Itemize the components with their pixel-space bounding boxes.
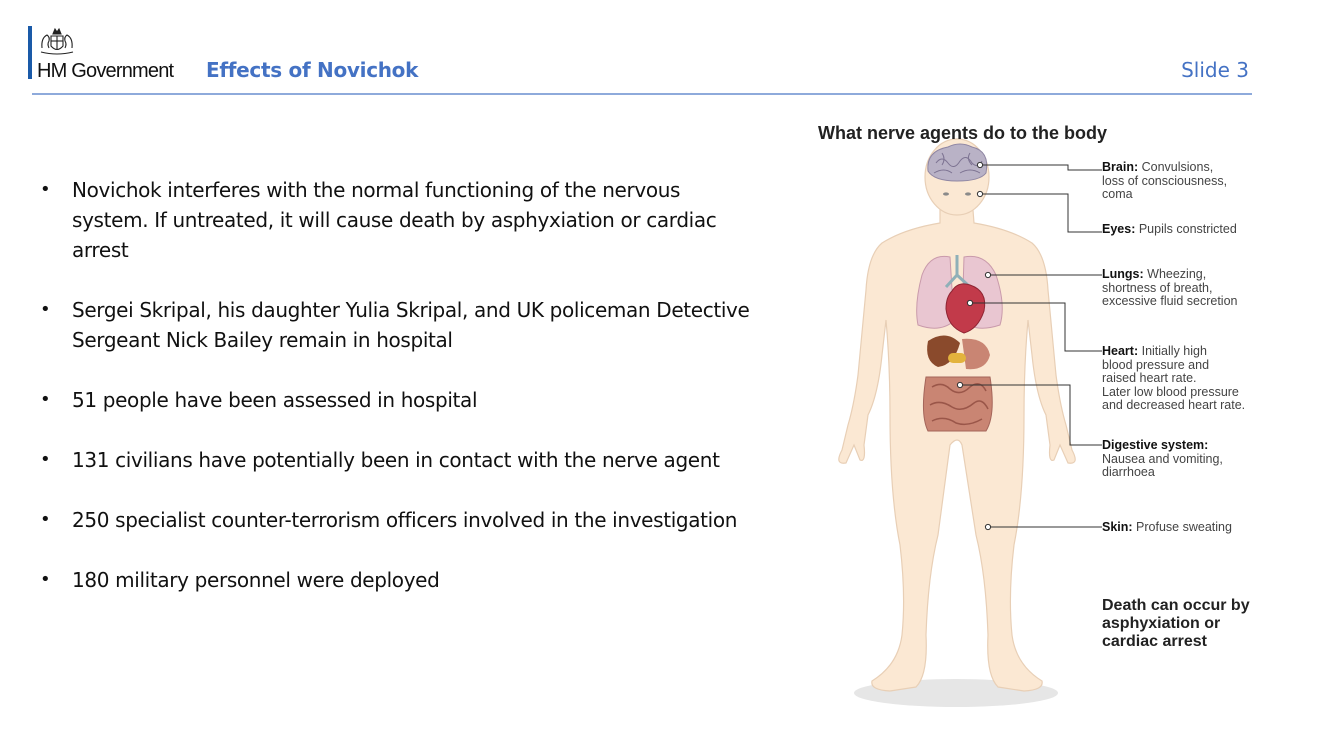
bullet-list (38, 175, 758, 625)
callout-organ: Digestive system: (1102, 438, 1209, 452)
bullet-item (38, 505, 758, 535)
bullet-text: 51 people have been assessed in hospital (72, 388, 478, 412)
figure-title: What nerve agents do to the body (818, 123, 1108, 143)
callout-eyes (1102, 223, 1277, 237)
callout-text: Convulsions, loss of consciousness, coma (1102, 160, 1228, 201)
bullet-item (38, 175, 758, 265)
bullet-text: Novichok interferes with the normal functioning of the nervous system. If untreated, it will cause death by asphyxiation or cardiac arrest (72, 178, 717, 262)
callout-organ: Skin: (1102, 520, 1133, 534)
bullet-icon: • (40, 299, 51, 320)
callout-organ: Eyes: (1102, 222, 1136, 236)
bullet-text: Sergei Skripal, his daughter Yulia Skripal, and UK policeman Detective Sergeant Nick Bailey remain in hospital (72, 298, 750, 352)
callout-text: Initially high blood pressure and raised heart rate. Later low blood pressure and decreased heart rate. (1102, 344, 1246, 412)
callout-brain (1102, 161, 1277, 202)
royal-coat-of-arms-icon (38, 26, 76, 56)
bullet-icon: • (40, 509, 51, 530)
callout-text: Profuse sweating (1136, 520, 1232, 534)
slide-number: Slide 3 (1181, 58, 1249, 82)
slide-title: Effects of Novichok (206, 58, 419, 82)
bullet-text: 131 civilians have potentially been in contact with the nerve agent (72, 448, 720, 472)
nerve-agent-infographic (810, 115, 1280, 725)
bullet-item (38, 295, 758, 355)
death-warning-note: Death can occur by asphyxiation or cardiac arrest (1102, 597, 1250, 650)
callout-digestive-system (1102, 439, 1277, 480)
bullet-icon: • (40, 389, 51, 410)
hm-government-wordmark: HM Government (37, 60, 174, 82)
bullet-item (38, 565, 758, 595)
bullet-icon: • (40, 179, 51, 200)
callout-text: Wheezing, shortness of breath, excessive fluid secretion (1102, 267, 1238, 308)
callout-skin (1102, 521, 1277, 535)
bullet-text: 180 military personnel were deployed (72, 568, 440, 592)
bullet-item (38, 445, 758, 475)
bullet-icon: • (40, 449, 51, 470)
header-accent-bar (28, 26, 32, 79)
callout-text: Nausea and vomiting, diarrhoea (1102, 451, 1223, 479)
callout-organ: Brain: (1102, 160, 1139, 174)
bullet-icon: • (40, 569, 51, 590)
callout-lungs (1102, 268, 1277, 309)
header-divider (32, 93, 1252, 95)
callout-text: Pupils constricted (1138, 222, 1237, 236)
callout-heart (1102, 345, 1277, 413)
callout-organ: Heart: (1102, 344, 1139, 358)
callout-organ: Lungs: (1102, 267, 1144, 281)
bullet-item (38, 385, 758, 415)
bullet-text: 250 specialist counter-terrorism officers involved in the investigation (72, 508, 738, 532)
